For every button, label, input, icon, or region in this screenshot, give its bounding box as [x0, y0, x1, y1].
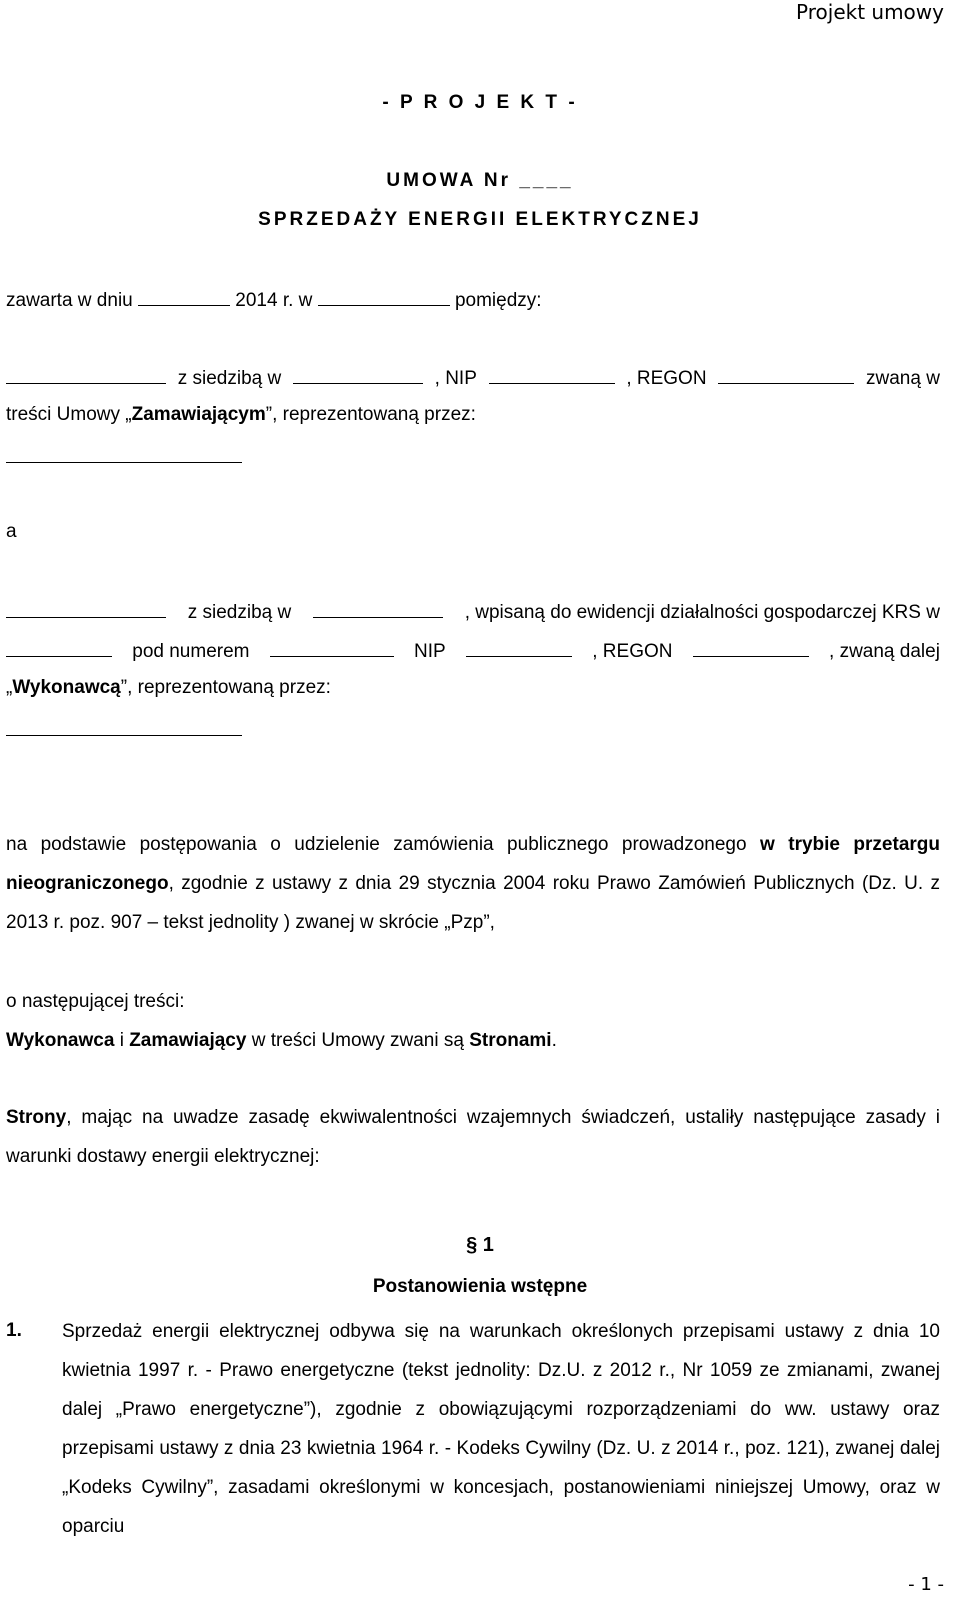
- seller-quote-open: „: [6, 677, 13, 698]
- buyer-line2-suffix: ”, reprezentowaną przez:: [265, 404, 476, 425]
- connector-a: a: [6, 521, 17, 542]
- seller-seat-label: z siedzibą w: [187, 602, 292, 623]
- seller-line3-suffix: ”, reprezentowaną przez:: [120, 677, 331, 698]
- legal-basis-paragraph: [6, 825, 940, 942]
- equivalence-text: , mając na uwadze zasadę ekwiwalentności wzajemnych świadczeń, ustaliły następujące zasady i warunki dostawy energii elektrycznej:: [6, 1107, 940, 1167]
- parties-buyer: Zamawiający: [129, 1030, 247, 1051]
- parties-period: .: [551, 1030, 557, 1051]
- equivalence-paragraph: [6, 1098, 940, 1176]
- parties-seller: Wykonawca: [6, 1030, 115, 1051]
- item-number: 1.: [6, 1320, 22, 1341]
- buyer-line2-prefix: treści Umowy „: [6, 404, 132, 425]
- buyer-nip-blank: [489, 365, 615, 384]
- place-blank: [318, 287, 450, 306]
- projekt-title: - P R O J E K T -: [382, 92, 578, 113]
- buyer-seat-label: z siedzibą w: [177, 368, 282, 389]
- concluded-line: [6, 287, 542, 312]
- contract-subtitle: SPRZEDAŻY ENERGII ELEKTRYCZNEJ: [258, 209, 702, 230]
- parties-definition: [6, 1030, 557, 1052]
- date-blank: [138, 287, 230, 306]
- equivalence-parties: Strony: [6, 1107, 67, 1128]
- seller-representative-line: [6, 717, 242, 742]
- item-text: Sprzedaż energii elektrycznej odbywa się na warunkach określonych przepisami ustawy z dnia 10 kwietnia 1997 r. - Prawo energetyczne (tekst jednolity: Dz.U. z 2012 r., Nr 1059 ze zmianami, zwanej dalej „Prawo energetyczne”), zgodnie z obowiązującymi rozporządzeniami do ww. ustawy oraz przepisami ustawy z dnia 23 kwietnia 1964 r. - Kodeks Cywilny (Dz. U. z 2014 r., poz. 121), zwanej dalej „Kodeks Cywilny”, zasadami określonymi w koncesjach, postanowieniami niniejszej Umowy, oraz w oparciu: [62, 1321, 940, 1537]
- buyer-seat-blank: [293, 365, 423, 384]
- section-heading: Postanowienia wstępne: [372, 1276, 588, 1297]
- buyer-regon-label: , REGON: [626, 368, 707, 389]
- seller-called-label: , zwaną dalej: [829, 641, 940, 662]
- parties-text: w treści Umowy zwani są: [246, 1030, 470, 1051]
- seller-krs-label: , wpisaną do ewidencji działalności gospodarczej KRS w: [464, 602, 940, 623]
- seller-regon-blank: [693, 638, 809, 657]
- concluded-suffix: pomiędzy:: [454, 290, 542, 311]
- seller-line-2: [6, 638, 940, 663]
- seller-line-1: [6, 599, 940, 624]
- seller-number-label: pod numerem: [132, 641, 250, 662]
- seller-regon-label: , REGON: [592, 641, 673, 662]
- page-number: - 1 -: [908, 1574, 944, 1595]
- parties-term: Stronami: [469, 1030, 552, 1051]
- concluded-year: 2014 r. w: [235, 290, 313, 311]
- seller-seat-blank: [313, 599, 443, 618]
- seller-line-3: [6, 677, 331, 699]
- contract-number: [0, 170, 960, 192]
- seller-number-blank: [270, 638, 394, 657]
- buyer-regon-blank: [718, 365, 854, 384]
- contract-number-label: UMOWA Nr: [386, 170, 512, 191]
- buyer-name-blank: [6, 365, 166, 384]
- buyer-role: Zamawiającym: [131, 404, 266, 425]
- contract-number-blank: ____: [519, 170, 574, 191]
- buyer-representative-blank: [6, 444, 242, 463]
- legal-basis-text-1: na podstawie postępowania o udzielenie zamówienia publicznego prowadzonego: [6, 834, 761, 855]
- concluded-prefix: zawarta w dniu: [6, 290, 133, 311]
- legal-basis-procedure: w trybie przetargu nieograniczonego: [6, 834, 940, 894]
- buyer-nip-label: , NIP: [434, 368, 477, 389]
- seller-name-blank: [6, 599, 166, 618]
- seller-nip-blank: [466, 638, 572, 657]
- seller-representative-blank: [6, 717, 242, 736]
- parties-and: i: [114, 1030, 130, 1051]
- section1-item-1: [6, 1312, 940, 1546]
- section-symbol: § 1: [466, 1234, 494, 1256]
- content-intro: o następującej treści:: [6, 991, 185, 1012]
- header-label: Projekt umowy: [796, 0, 944, 24]
- seller-nip-label: NIP: [414, 641, 446, 662]
- buyer-line-2: [6, 404, 476, 426]
- buyer-called-label: zwaną w: [866, 368, 940, 389]
- buyer-representative-line: [6, 444, 242, 469]
- seller-krs-blank: [6, 638, 112, 657]
- seller-role: Wykonawcą: [12, 677, 121, 698]
- legal-basis-text-2: , zgodnie z ustawy z dnia 29 stycznia 2004 roku Prawo Zamówień Publicznych (Dz. U. z 2013 r. poz. 907 – tekst jednolity ) zwanej w skrócie „Pzp”,: [6, 873, 940, 933]
- buyer-line-1: [6, 365, 940, 390]
